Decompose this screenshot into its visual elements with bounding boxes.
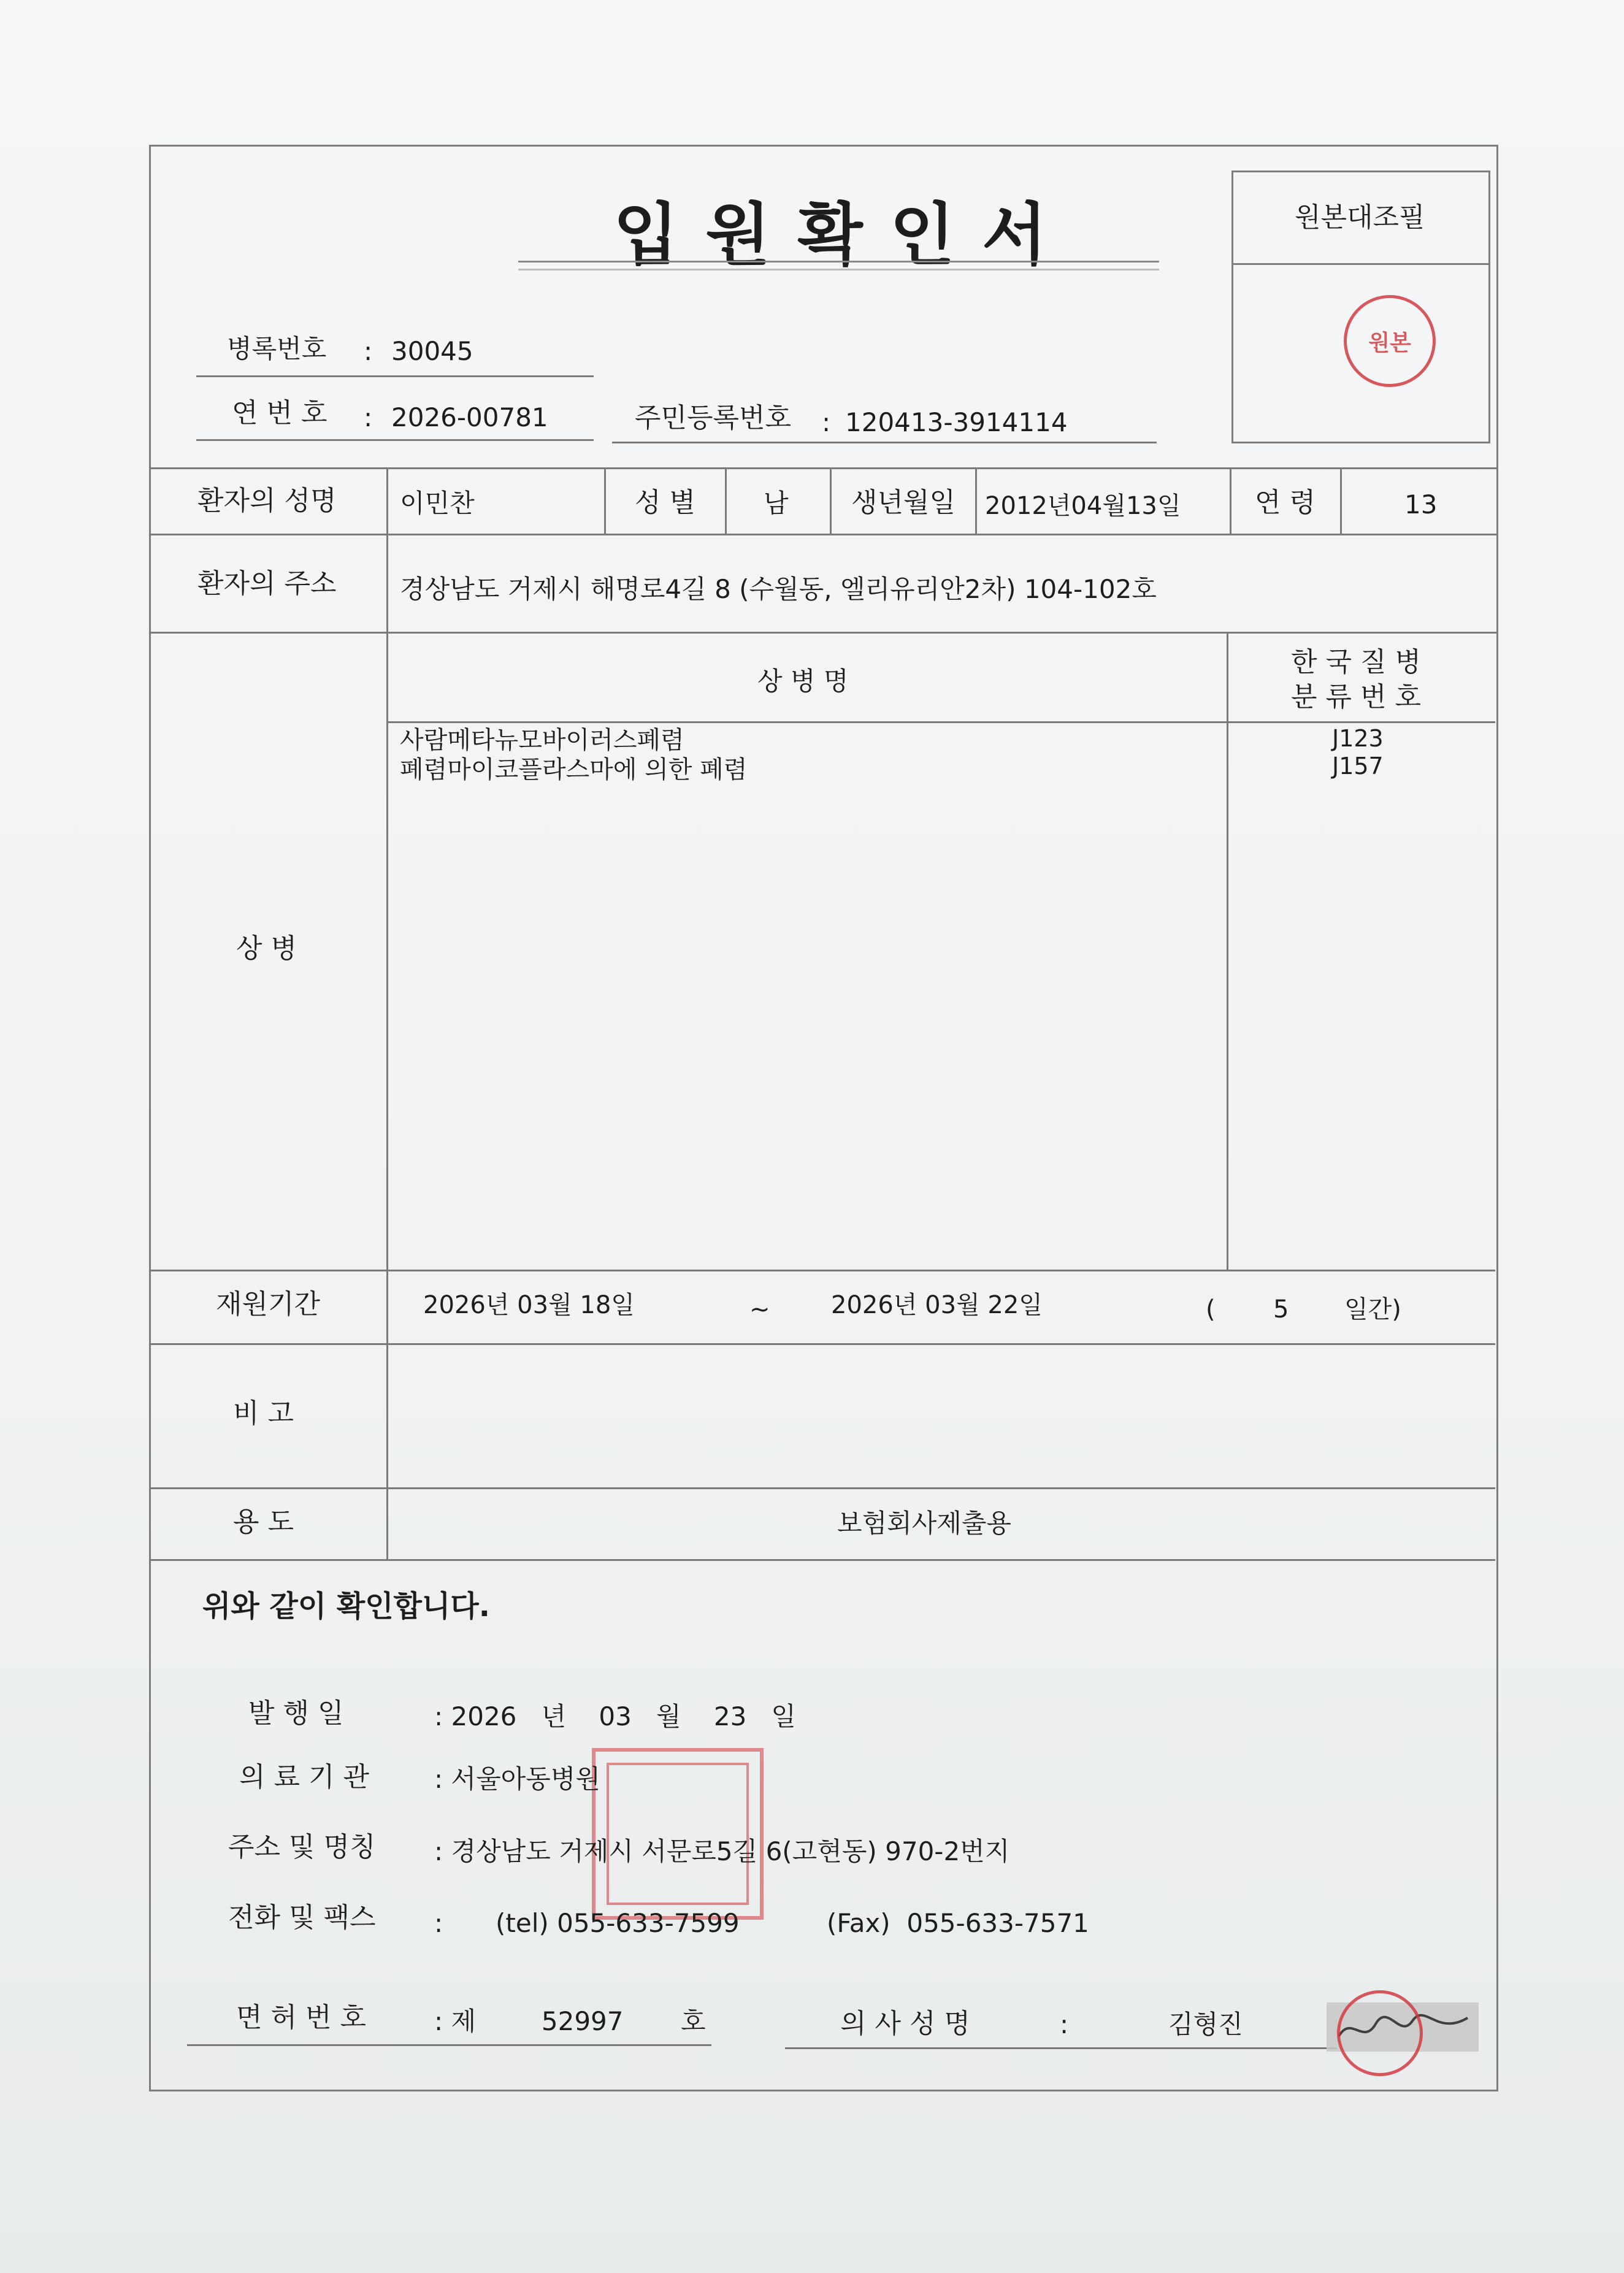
license-underline xyxy=(187,2044,711,2046)
diagnosis-name-2: 폐렴마이코플라스마에 의한 폐렴 xyxy=(400,756,748,784)
rrn-label: 주민등록번호 xyxy=(635,402,792,434)
name-sex-rule xyxy=(604,467,606,534)
table-top-rule xyxy=(149,467,1498,469)
stay-days-suffix: 일간) xyxy=(1344,1295,1401,1324)
diagnosis-section-label: 상 병 xyxy=(236,933,297,964)
stay-tilde: ~ xyxy=(749,1295,770,1324)
stay-end: 2026년 03월 22일 xyxy=(831,1291,1043,1319)
code-column-rule xyxy=(1227,632,1228,1270)
original-stamp xyxy=(1344,295,1436,387)
rule-after-diagnosis xyxy=(149,1270,1495,1271)
stay-paren: ( xyxy=(1206,1295,1216,1324)
stay-days: 5 xyxy=(1273,1295,1289,1324)
stay-start: 2026년 03월 18일 xyxy=(423,1291,635,1319)
patient-address-label: 환자의 주소 xyxy=(197,568,337,599)
tel-value: (tel) 055-633-7599 xyxy=(496,1908,740,1938)
serial-number-label: 연 번 호 xyxy=(232,397,327,429)
doctor-name-sep: : xyxy=(1060,2009,1069,2039)
rrn-underline xyxy=(612,442,1157,443)
license-number-label: 면 허 번 호 xyxy=(236,2002,366,2033)
rule-after-purpose xyxy=(149,1559,1495,1561)
age-label: 연 령 xyxy=(1255,487,1316,518)
rrn-sep: : xyxy=(822,407,831,437)
record-number-underline xyxy=(196,375,594,377)
box-divider xyxy=(1233,263,1488,265)
doctor-name-value: 김형진 xyxy=(1168,2009,1243,2039)
doctor-stamp xyxy=(1337,1990,1423,2076)
rule-after-remarks xyxy=(149,1487,1495,1489)
diagnosis-code-2: J157 xyxy=(1332,753,1384,780)
institution-label: 의 료 기 관 xyxy=(239,1761,369,1793)
address-name-label: 주소 및 명칭 xyxy=(228,1831,376,1863)
doctor-underline xyxy=(785,2047,1337,2049)
hospital-seal-inner xyxy=(607,1763,749,1905)
sex-value-rule xyxy=(725,467,727,534)
dob-label-rule xyxy=(830,467,832,534)
hospital-seal xyxy=(592,1748,764,1920)
institution-value: : 서울아동병원 xyxy=(434,1764,600,1794)
code-header-line1: 한 국 질 병 xyxy=(1291,646,1421,678)
rule-after-stay xyxy=(149,1343,1495,1345)
diagnosis-name-1: 사람메타뉴모바이러스폐렴 xyxy=(400,726,684,754)
phone-fax-sep: : xyxy=(434,1908,443,1938)
doctor-name-label: 의 사 성 명 xyxy=(840,2008,970,2039)
stay-period-label: 재원기간 xyxy=(216,1289,321,1320)
serial-number-value: 2026-00781 xyxy=(391,402,548,432)
sex-value: 남 xyxy=(764,488,789,518)
document-title: 입원확인서 xyxy=(613,196,1074,274)
serial-number-underline xyxy=(196,439,594,441)
original-verified-box xyxy=(1231,171,1490,443)
patient-name-label: 환자의 성명 xyxy=(197,485,337,516)
sex-label: 성 별 xyxy=(635,487,695,518)
purpose-label: 용 도 xyxy=(233,1506,294,1538)
code-header-line2: 분 류 번 호 xyxy=(1291,681,1421,713)
record-number-sep: : xyxy=(364,336,373,366)
dob-value: 2012년04월13일 xyxy=(985,492,1181,520)
address-name-value: : 경상남도 거제시 서문로5길 6(고현동) 970-2번지 xyxy=(434,1836,1010,1866)
age-value: 13 xyxy=(1404,489,1438,519)
age-label-rule xyxy=(1230,467,1231,534)
diagnosis-name-header: 상 병 명 xyxy=(757,666,849,696)
dob-value-rule xyxy=(975,467,977,534)
fax-value: (Fax) 055-633-7571 xyxy=(827,1908,1089,1938)
patient-name-value: 이민찬 xyxy=(400,488,475,518)
age-value-rule xyxy=(1340,467,1342,534)
rule-after-dx-header xyxy=(386,721,1495,723)
label-column-rule xyxy=(386,467,388,1559)
rrn-value: 120413-3914114 xyxy=(845,407,1068,437)
license-number-value: : 제 52997 호 xyxy=(434,2006,706,2036)
issue-date-label: 발 행 일 xyxy=(248,1698,344,1729)
issue-date-value: : 2026 년 03 월 23 일 xyxy=(434,1701,796,1731)
dob-label: 생년월일 xyxy=(851,487,956,518)
phone-fax-label: 전화 및 팩스 xyxy=(228,1902,376,1933)
record-number-label: 병록번호 xyxy=(227,334,327,364)
original-stamp-text: 원본 xyxy=(1368,330,1411,356)
original-verified-label: 원본대조필 xyxy=(1295,202,1425,233)
confirmation-text: 위와 같이 확인합니다. xyxy=(202,1589,490,1623)
remarks-label: 비 고 xyxy=(233,1398,294,1429)
purpose-value: 보험회사제출용 xyxy=(837,1508,1012,1538)
rule-after-address xyxy=(149,632,1498,634)
diagnosis-code-1: J123 xyxy=(1332,725,1384,752)
record-number-value: 30045 xyxy=(391,336,473,366)
title-underline xyxy=(518,261,1159,270)
serial-number-sep: : xyxy=(364,402,373,432)
rule-after-name xyxy=(149,534,1498,535)
patient-address-value: 경상남도 거제시 해명로4길 8 (수월동, 엘리유리안2차) 104-102호 xyxy=(400,574,1157,604)
